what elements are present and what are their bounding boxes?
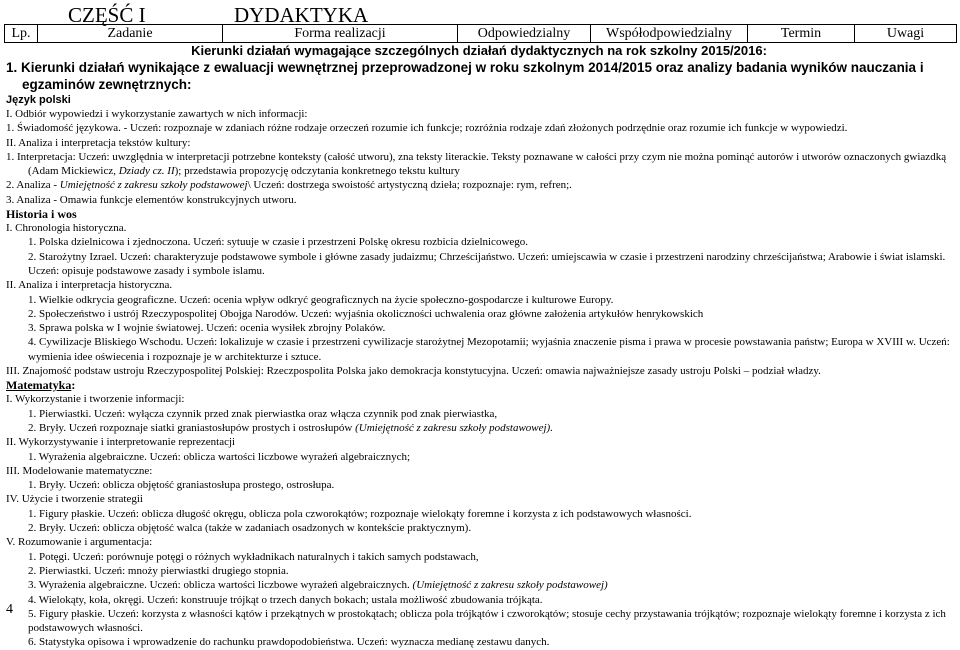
math-item-4-2: 2. Bryły. Uczeń: oblicza objętość walca (także w zadaniach osadzonych w kontekście praktycznym).: [28, 522, 472, 535]
polish-item-1-1: 1. Świadomość językowa. - Uczeń: rozpoznaje w zdaniach różne rodzaje orzeczeń rozumie ich funkcje; rozróżnia rodzaje zdań złożonych podrzędnie oraz rozumie ich funkcje w wypowiedzi.: [6, 122, 848, 135]
math-item-1-2: 2. Bryły. Uczeń rozpoznaje siatki graniastosłupów prostych i ostrosłupów (Umiejętność z zakresu szkoły podstawowej).: [28, 421, 553, 434]
sub-heading: 1. Kierunki działań wynikające z ewaluacji wewnętrznej przeprowadzonej w roku szkolnym 2014/2015 oraz analizy badania wyników nauczania i egzaminów zewnętrznych:: [6, 60, 924, 92]
col-task: Zadanie: [38, 25, 223, 43]
math-item-2-1: 1. Wyrażenia algebraiczne. Uczeń: oblicza wartości liczbowe wyrażeń algebraicznych;: [28, 450, 411, 463]
part-label: CZĘŚĆ I: [68, 3, 146, 27]
math-item-5-2: 2. Pierwiastki. Uczeń: mnoży pierwiastki drugiego stopnia.: [28, 564, 289, 577]
math-section-3: III. Modelowanie matematyczne:: [6, 464, 153, 477]
math-item-5-6: 6. Statystyka opisowa i wprowadzenie do rachunku prawdopodobieństwa. Uczeń: wyznacza medianę zestawu danych.: [28, 636, 550, 649]
subject-math: Matematyka:: [6, 378, 76, 393]
section-title: DYDAKTYKA: [234, 3, 369, 27]
math-section-1: I. Wykorzystanie i tworzenie informacji:: [6, 393, 185, 406]
document-body: [6, 43, 952, 650]
math-item-3-1: 1. Bryły. Uczeń: oblicza objętość graniastosłupa prostego, ostrosłupa.: [28, 479, 335, 492]
history-item-1-2: 2. Starożytny Izrael. Uczeń: charakteryzuje podstawowe symbole i główne zasady judaizmu; Chrześcijaństwo. Uczeń: umiejscawia w czasie i przestrzeni narodziny chrześcijaństwa; Arabowie i świat islamski. Uczeń: opisuje podstawowe zasady i symbole islamu.: [28, 250, 946, 277]
polish-section-1: I. Odbiór wypowiedzi i wykorzystanie zawartych w nich informacji:: [6, 108, 308, 120]
polish-item-2-1: 1. Interpretacja: Uczeń: uwzględnia w interpretacji potrzebne konteksty (całość utworu), zna teksty literackie. Teksty poznawane w całości przy czym nie można pominąć autorów i utworów oznaczonych gwiazdką (Adam Mickiewicz, Dziady cz. II); przedstawia propozycję odczytania konkretnego tekstu kultury: [6, 150, 947, 178]
math-section-5: V. Rozumowanie i argumentacja:: [6, 536, 153, 549]
col-deadline: Termin: [748, 25, 855, 43]
col-notes: Uwagi: [855, 25, 957, 43]
main-heading: Kierunki działań wymagające szczególnych działań dydaktycznych na rok szkolny 2015/2016:: [191, 43, 767, 58]
math-item-1-1: 1. Pierwiastki. Uczeń: wyłącza czynnik przed znak pierwiastka oraz włącza czynnik pod znak pierwiastka,: [28, 407, 498, 420]
math-section-4: IV. Użycie i tworzenie strategii: [6, 493, 143, 506]
page-number: 4: [6, 602, 13, 617]
col-responsible: Odpowiedzialny: [458, 25, 591, 43]
polish-item-2-2: 2. Analiza - Umiejętność z zakresu szkoły podstawowej\ Uczeń: dostrzega swoistość artystyczną dzieła; rozpoznaje: rym, refren;.: [6, 179, 572, 192]
math-item-5-3: 3. Wyrażenia algebraiczne. Uczeń: oblicza wartości liczbowe wyrażeń algebraicznych. (Umiejętność z zakresu szkoły podstawowej): [28, 579, 608, 592]
history-item-1-1: 1. Polska dzielnicowa i zjednoczona. Uczeń: sytuuje w czasie i przestrzeni Polskę okresu rozbicia dzielnicowego.: [28, 236, 529, 249]
history-item-2-4: 4. Cywilizacje Bliskiego Wschodu. Uczeń: lokalizuje w czasie i przestrzeni cywilizacje starożytnej Mezopotamii; wyjaśnia znaczenie pisma i prawa w procesie powstawania państw; Europa w XVIII w. Uczeń: wymienia idee oświecenia i rozpoznaje je w architekturze i sztuce.: [28, 336, 950, 363]
page-header: [0, 3, 960, 25]
math-item-5-5: 5. Figury płaskie. Uczeń: korzysta z własności kątów i przekątnych w prostokątach; oblicza pola trójkątów i czworokątów; stosuje cechy przystawania trójkątów; rozpoznaje wielokąty foremne i korzysta z ich podstawowych własności.: [28, 607, 946, 635]
polish-item-2-3: 3. Analiza - Omawia funkcje elementów konstrukcyjnych utworu.: [6, 193, 297, 206]
column-header-table: [4, 24, 957, 43]
col-lp: Lp.: [5, 25, 38, 43]
col-co-responsible: Współodpowiedzialny: [591, 25, 748, 43]
math-item-4-1: 1. Figury płaskie. Uczeń: oblicza długość okręgu, oblicza pola czworokątów; rozpoznaje wielokąty foremne i korzysta z ich podstawowych własności.: [28, 507, 692, 520]
history-section-3: III. Znajomość podstaw ustroju Rzeczypospolitej Polskiej: Rzeczpospolita Polska jako demokracja konstytucyjna. Uczeń: omawia najważniejsze zasady ustroju Polski – podział władzy.: [6, 365, 821, 378]
column-header-row: [5, 25, 957, 43]
math-item-5-4: 4. Wielokąty, koła, okręgi. Uczeń: konstruuje trójkąt o trzech danych bokach; ustala możliwość zbudowania trójkąta.: [28, 593, 543, 606]
history-section-2: II. Analiza i interpretacja historyczna.: [6, 279, 173, 292]
polish-section-2: II. Analiza i interpretacja tekstów kultury:: [6, 136, 191, 149]
subject-history: Historia i wos: [6, 207, 77, 222]
history-item-2-1: 1. Wielkie odkrycia geograficzne. Uczeń: ocenia wpływ odkryć geograficznych na życie społeczno-gospodarcze i kulturowe Europy.: [28, 293, 614, 306]
subject-polish: Język polski: [6, 94, 71, 106]
history-section-1: I. Chronologia historyczna.: [6, 222, 127, 235]
math-section-2: II. Wykorzystywanie i interpretowanie reprezentacji: [6, 436, 236, 449]
history-item-2-3: 3. Sprawa polska w I wojnie światowej. Uczeń: ocenia wysiłek zbrojny Polaków.: [28, 322, 386, 335]
col-form: Forma realizacji: [223, 25, 458, 43]
history-item-2-2: 2. Społeczeństwo i ustrój Rzeczypospolitej Obojga Narodów. Uczeń: wyjaśnia okoliczności uchwalenia oraz główne założenia artykułów henrykowskich: [28, 307, 704, 320]
math-item-5-1: 1. Potęgi. Uczeń: porównuje potęgi o różnych wykładnikach naturalnych i takich samych podstawach,: [28, 550, 479, 563]
